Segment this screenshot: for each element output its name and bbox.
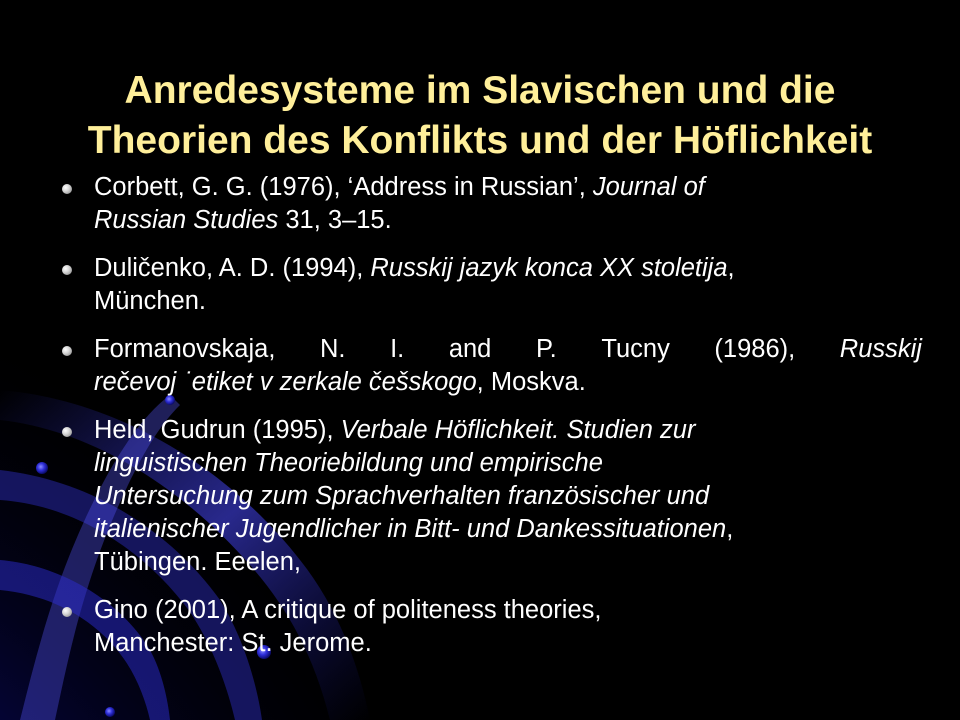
- reference-line: [94, 594, 922, 627]
- reference-word: and: [448, 335, 492, 363]
- reference-text: ,: [726, 515, 734, 543]
- bullet-icon: [62, 265, 72, 275]
- reference-item: [62, 414, 922, 579]
- reference-text: Manchester: St. Jerome.: [94, 629, 372, 657]
- reference-title-italic: Russian Studies: [94, 206, 279, 234]
- reference-line: [94, 480, 922, 513]
- reference-line: [94, 513, 922, 546]
- reference-word: I.: [390, 335, 405, 363]
- reference-title-italic: Journal of: [592, 173, 705, 201]
- reference-title-italic: Verbale Höflichkeit. Studien zur: [340, 416, 696, 444]
- reference-line: [94, 204, 922, 237]
- title-line: Theorien des Konflikts und der Höflichkeit: [87, 119, 873, 163]
- reference-title-italic: linguistischen Theoriebildung und empirische: [94, 449, 603, 477]
- reference-text: Gino (2001), A critique of politeness theories,: [94, 596, 602, 624]
- reference-line: [94, 333, 922, 366]
- reference-text: Tübingen. Eeelen,: [94, 548, 301, 576]
- reference-line: [94, 414, 922, 447]
- reference-line: [94, 627, 922, 660]
- bullet-icon: [62, 346, 72, 356]
- reference-text: Duličenko, A. D. (1994),: [94, 254, 371, 282]
- reference-text: , Moskva.: [476, 368, 586, 396]
- reference-line: [94, 546, 922, 579]
- reference-text: 31, 3–15.: [278, 206, 392, 234]
- reference-word: (1986),: [714, 335, 796, 363]
- reference-line: [94, 171, 922, 204]
- reference-line: [94, 252, 922, 285]
- reference-title-italic: Russkij: [839, 335, 922, 363]
- reference-line: [94, 447, 922, 480]
- reference-text: Corbett, G. G. (1976), ‘Address in Russian’,: [94, 173, 593, 201]
- decor-dot: [36, 462, 48, 474]
- reference-word: Tucny: [601, 335, 670, 363]
- reference-text: Held, Gudrun (1995),: [94, 416, 341, 444]
- decor-dot: [105, 707, 115, 717]
- reference-list: [62, 171, 922, 675]
- reference-text: ,: [727, 254, 735, 282]
- slide-title: [40, 66, 920, 166]
- reference-item: [62, 252, 922, 318]
- title-line: Anredesysteme im Slavischen und die: [124, 69, 836, 113]
- reference-word: Formanovskaja,: [94, 335, 276, 363]
- reference-title-italic: italienischer Jugendlicher in Bitt- und Dankessituationen: [94, 515, 727, 543]
- reference-item: [62, 333, 922, 399]
- bullet-icon: [62, 184, 72, 194]
- reference-word: P.: [535, 335, 557, 363]
- reference-line: [94, 366, 922, 399]
- reference-title-italic: Russkij jazyk konca XX stoletija: [370, 254, 728, 282]
- reference-item: [62, 594, 922, 660]
- reference-title-italic: rečevoj ˙etiket v zerkale češskogo: [94, 368, 477, 396]
- reference-line: [94, 285, 922, 318]
- reference-item: [62, 171, 922, 237]
- reference-text: München.: [94, 287, 206, 315]
- bullet-icon: [62, 607, 72, 617]
- bullet-icon: [62, 427, 72, 437]
- reference-title-italic: Untersuchung zum Sprachverhalten französischer und: [94, 482, 710, 510]
- reference-word: N.: [319, 335, 346, 363]
